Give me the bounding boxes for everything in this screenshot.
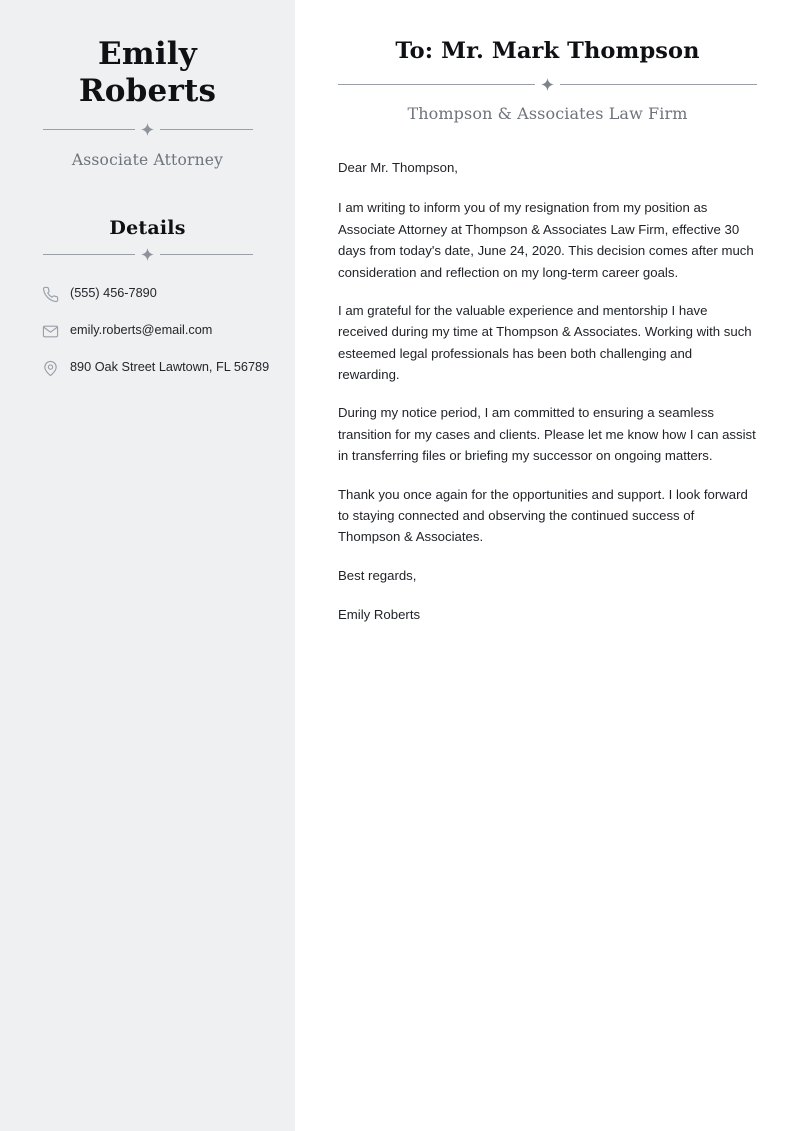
contact-email-value: emily.roberts@email.com <box>70 323 213 338</box>
letter-paragraph: I am writing to inform you of my resignation from my position as Associate Attorney at Thompson & Associates Law Firm, effective 30 days from today's date, June 24, 2020. This decision comes after much consideration and reflection on my long-term career goals. <box>338 200 754 280</box>
candidate-last-name: Roberts <box>78 72 217 109</box>
details-divider <box>43 248 253 261</box>
name-block <box>0 0 295 109</box>
divider-line-right <box>160 129 253 130</box>
contact-item-address <box>42 359 273 377</box>
contact-item-email <box>42 322 273 340</box>
job-title: Associate Attorney <box>71 151 224 170</box>
letter-body <box>338 157 757 625</box>
candidate-name <box>48 36 248 109</box>
divider-line-left <box>43 254 136 255</box>
name-divider <box>43 123 253 136</box>
letter-paragraph: During my notice period, I am committed to ensuring a seamless transition for my cases and clients. Please let me know how I can assist in transferring files or briefing my successor on ongoing matters. <box>338 405 756 464</box>
four-point-star-icon <box>541 78 554 91</box>
letter-salutation: Dear Mr. Thompson, <box>338 160 458 175</box>
sidebar <box>0 0 295 1131</box>
letter-signature: Emily Roberts <box>338 607 421 622</box>
four-point-star-icon <box>141 248 154 261</box>
letter-header <box>338 0 757 123</box>
four-point-star-icon <box>141 123 154 136</box>
contact-address-value: 890 Oak Street Lawtown, FL 56789 <box>70 360 270 375</box>
divider-line-right <box>160 254 253 255</box>
divider-line-right <box>560 84 757 85</box>
letter-content <box>295 0 800 1131</box>
candidate-first-name: Emily <box>98 36 197 72</box>
contact-list <box>0 285 295 377</box>
details-heading: Details <box>109 217 186 240</box>
contact-item-phone <box>42 285 273 303</box>
letter-paragraph: Thank you once again for the opportunities and support. I look forward to staying connected and observing the continued success of Thompson & Associates. <box>338 486 748 545</box>
divider-line-left <box>338 84 535 85</box>
recipient-company: Thompson & Associates Law Firm <box>407 104 688 123</box>
letter-paragraph: I am grateful for the valuable experience and mentorship I have received during my time at Thompson & Associates. Working with such esteemed legal professionals has been both challenging and rewarding. <box>338 302 752 382</box>
recipient-name: To: Mr. Mark Thompson <box>395 38 700 64</box>
divider-line-left <box>43 129 136 130</box>
phone-icon <box>42 286 59 303</box>
location-pin-icon <box>42 360 59 377</box>
contact-phone-value: (555) 456-7890 <box>70 286 157 301</box>
letter-header-divider <box>338 78 757 91</box>
envelope-icon <box>42 323 59 340</box>
letter-signoff: Best regards, <box>338 567 417 583</box>
